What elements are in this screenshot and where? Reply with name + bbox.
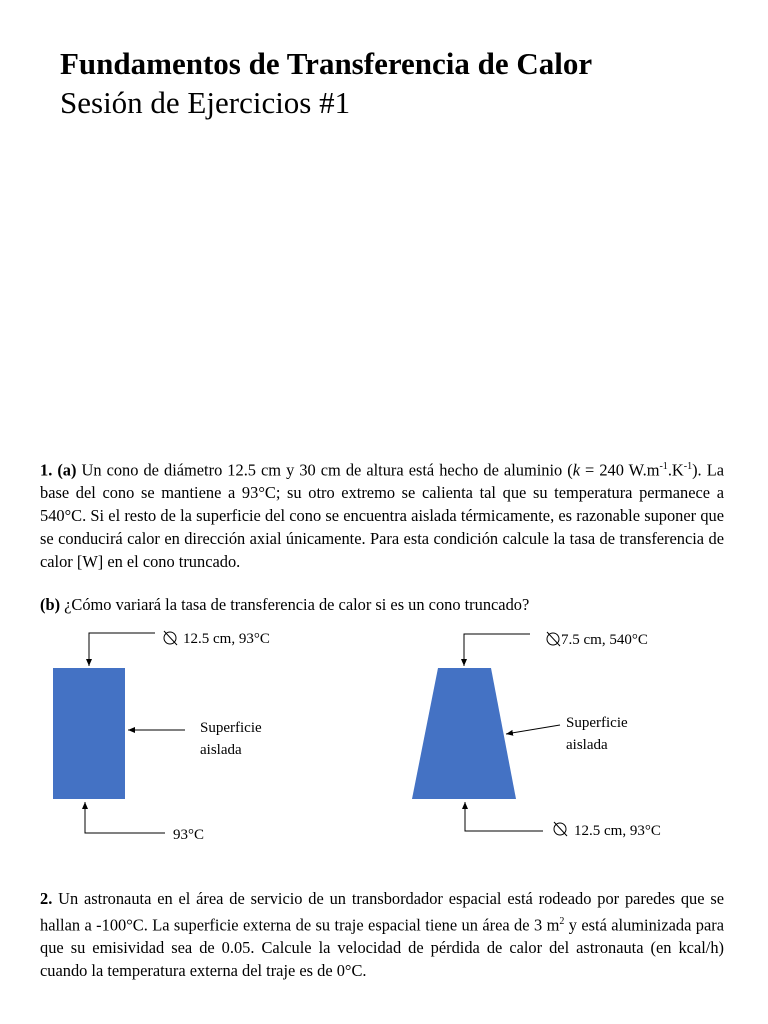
problem-1-text-a1: Un cono de diámetro 12.5 cm y 30 cm de altura está hecho de aluminio ( <box>76 460 573 480</box>
side-label-right-2: aislada <box>566 737 608 753</box>
truncated-cone-diagram <box>412 632 661 839</box>
problem-2-number: 2. <box>40 889 53 908</box>
side-label-right-1: Superficie <box>566 715 628 731</box>
exponent-1: -1 <box>659 461 668 472</box>
truncated-cone-shape <box>412 668 516 799</box>
part-a-tag: (a) <box>57 460 77 480</box>
bottom-arrow-left <box>85 802 165 833</box>
top-arrow-left <box>89 633 155 666</box>
cylinder-shape <box>53 668 125 799</box>
side-label-left-2: aislada <box>200 742 242 758</box>
side-label-left-1: Superficie <box>200 720 262 736</box>
problem-1-text-a3: .K <box>667 460 684 480</box>
bottom-label-right: 12.5 cm, 93°C <box>574 823 661 839</box>
top-arrow-right <box>464 634 530 666</box>
problem-2-text-2: y está aluminizada para que su emisividad sea de 0.05. Calcule la velocidad de pérdida de calor del astronauta (en kcal/h) cuando la temperatura externa del traje es de 0°C. <box>40 915 724 981</box>
bottom-label-left: 93°C <box>173 827 205 843</box>
top-label-left: 12.5 cm, 93°C <box>183 631 270 647</box>
problem-1-text-b: ¿Cómo variará la tasa de transferencia de calor si es un cono truncado? <box>60 595 530 614</box>
cone-diagrams <box>0 615 768 855</box>
diameter-icon <box>547 632 560 646</box>
part-b-tag: (b) <box>40 595 61 614</box>
problem-1-text-a2: = 240 W.m <box>579 460 660 480</box>
exponent-2: -1 <box>683 461 693 472</box>
cylinder-diagram <box>53 631 270 843</box>
diameter-icon <box>164 631 177 645</box>
top-label-right: 7.5 cm, 540°C <box>561 632 648 648</box>
bottom-arrow-right <box>465 802 543 831</box>
problem-1-number: 1. <box>40 460 53 480</box>
problem-2 <box>40 887 724 982</box>
document-title: Fundamentos de Transferencia de Calor <box>60 46 593 81</box>
problem-2-text-1: Un astronauta en el área de servicio de un transbordador espacial está rodeado por paredes que se hallan a -100°C. La superficie externa de su traje espacial tiene un área de 3 m <box>40 889 724 935</box>
document-subtitle: Sesión de Ejercicios #1 <box>60 85 351 120</box>
side-arrow-right <box>506 725 560 734</box>
problem-1-part-a <box>40 455 724 573</box>
problem-1-part-b <box>40 593 529 616</box>
exponent-area: 2 <box>559 916 565 927</box>
conductivity-symbol: k <box>572 460 580 480</box>
diameter-icon <box>554 822 567 836</box>
problem-1-text-a4: ). La base del cono se mantiene a 93°C; su otro extremo se calienta tal que su temperatura permanece a 540°C. Si el resto de la superficie del cono se encuentra aislada térmicamente, es razonable suponer que se conducirá calor en dirección axial únicamente. Para esta condición calcule la tasa de transferencia de calor [W] en el cono truncado. <box>40 460 724 572</box>
